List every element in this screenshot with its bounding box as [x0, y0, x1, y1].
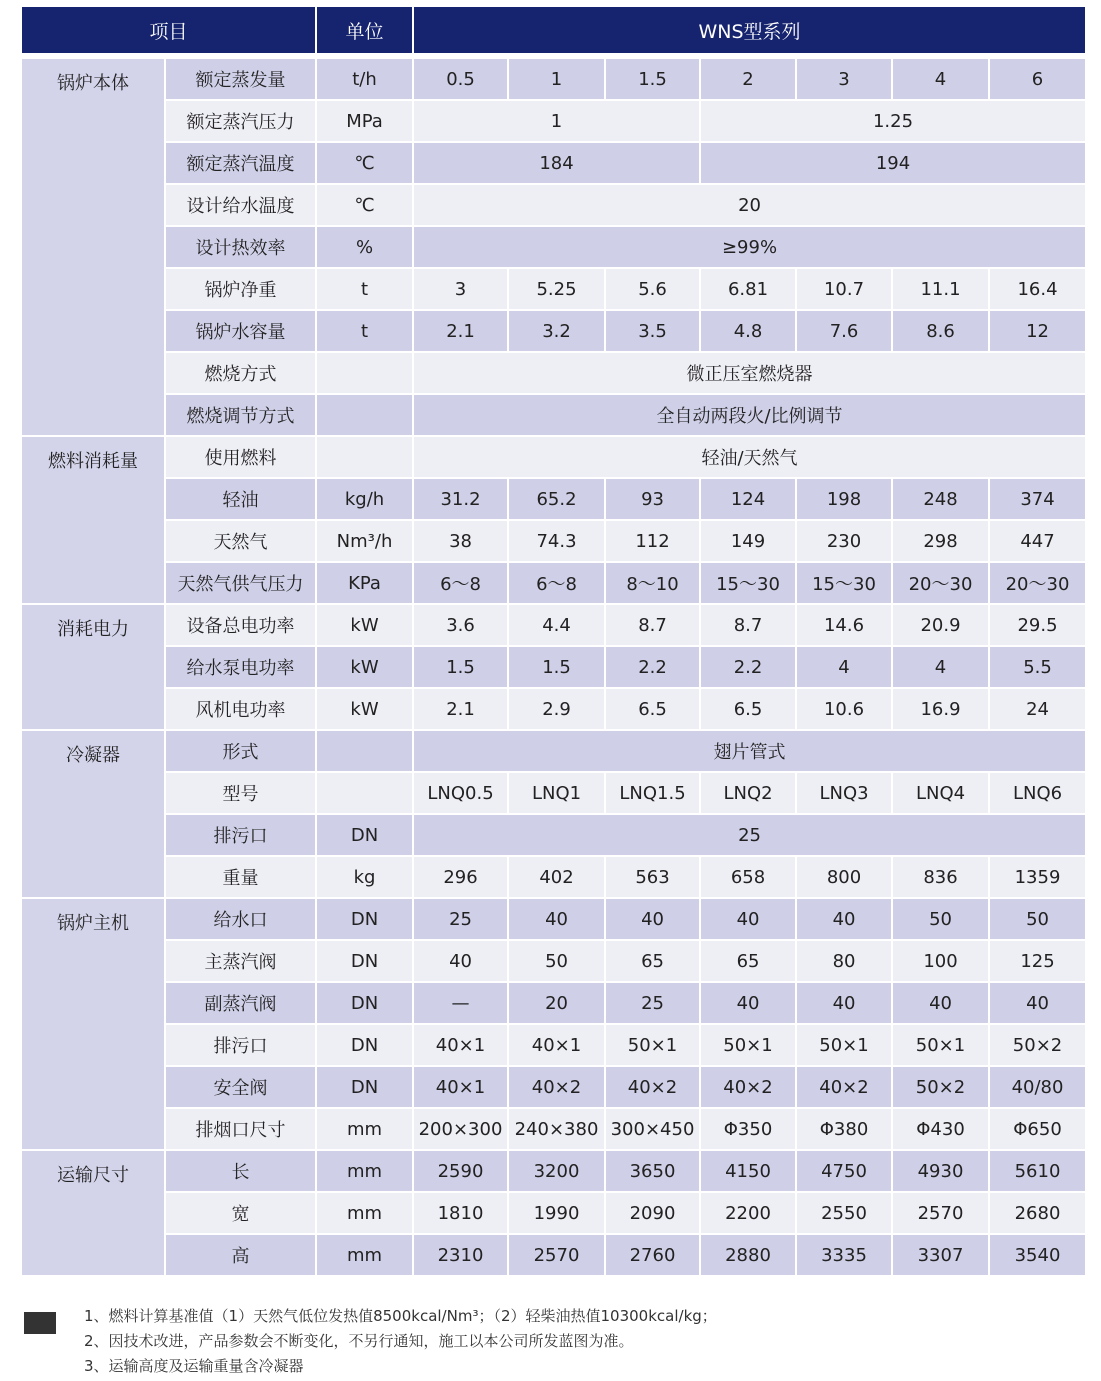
unit-cell: mm	[317, 1193, 414, 1235]
param-label: 轻油	[166, 479, 317, 521]
value-cell: 93	[606, 479, 701, 521]
table-row	[22, 647, 1085, 689]
value-cell: 10.6	[797, 689, 893, 731]
value-cell: 200×300	[414, 1109, 509, 1151]
value-cell: 2090	[606, 1193, 701, 1235]
unit-cell: Nm³/h	[317, 521, 414, 563]
unit-cell: t/h	[317, 59, 414, 101]
value-cell: 4750	[797, 1151, 893, 1193]
param-label: 排污口	[166, 1025, 317, 1067]
value-cell: 2200	[701, 1193, 797, 1235]
value-cell: 50×1	[893, 1025, 990, 1067]
value-cell: 全自动两段火/比例调节	[414, 395, 1085, 437]
value-cell: 40×1	[414, 1025, 509, 1067]
param-label: 设计热效率	[166, 227, 317, 269]
table-row	[22, 353, 1085, 395]
value-cell: 50×1	[606, 1025, 701, 1067]
unit-cell: kW	[317, 605, 414, 647]
value-cell: —	[414, 983, 509, 1025]
value-cell: 230	[797, 521, 893, 563]
value-cell: 2310	[414, 1235, 509, 1277]
value-cell: 40×2	[509, 1067, 606, 1109]
unit-cell: kg	[317, 857, 414, 899]
param-label: 宽	[166, 1193, 317, 1235]
value-cell: LNQ3	[797, 773, 893, 815]
value-cell: 3.6	[414, 605, 509, 647]
value-cell: Φ650	[990, 1109, 1085, 1151]
unit-cell: mm	[317, 1151, 414, 1193]
value-cell: Φ430	[893, 1109, 990, 1151]
value-cell: 翅片管式	[414, 731, 1085, 773]
value-cell: 3307	[893, 1235, 990, 1277]
param-label: 主蒸汽阀	[166, 941, 317, 983]
table-row	[22, 1235, 1085, 1277]
value-cell: 4	[893, 59, 990, 101]
table-row	[22, 101, 1085, 143]
param-label: 设计给水温度	[166, 185, 317, 227]
value-cell: 微正压室燃烧器	[414, 353, 1085, 395]
value-cell: 14.6	[797, 605, 893, 647]
unit-cell: mm	[317, 1235, 414, 1277]
param-label: 额定蒸汽温度	[166, 143, 317, 185]
unit-cell	[317, 731, 414, 773]
param-label: 燃烧方式	[166, 353, 317, 395]
value-cell: 0.5	[414, 59, 509, 101]
value-cell: 800	[797, 857, 893, 899]
group-label: 消耗电力	[22, 605, 166, 731]
value-cell: 50×2	[990, 1025, 1085, 1067]
table-row	[22, 1151, 1085, 1193]
value-cell: 50×2	[893, 1067, 990, 1109]
param-label: 锅炉水容量	[166, 311, 317, 353]
value-cell: 4930	[893, 1151, 990, 1193]
value-cell: 2.2	[701, 647, 797, 689]
header-series: WNS型系列	[414, 7, 1085, 59]
note-line: 2、因技术改进，产品参数会不断变化，不另行通知，施工以本公司所发蓝图为准。	[84, 1332, 634, 1350]
value-cell: 16.9	[893, 689, 990, 731]
table-row	[22, 521, 1085, 563]
value-cell: ≥99%	[414, 227, 1085, 269]
value-cell: 轻油/天然气	[414, 437, 1085, 479]
unit-cell	[317, 773, 414, 815]
unit-cell: t	[317, 269, 414, 311]
value-cell: 65	[701, 941, 797, 983]
table-row	[22, 983, 1085, 1025]
table-row	[22, 437, 1085, 479]
table-row	[22, 1109, 1085, 1151]
value-cell: 300×450	[606, 1109, 701, 1151]
value-cell: 15～30	[797, 563, 893, 605]
value-cell: 2550	[797, 1193, 893, 1235]
param-label: 给水泵电功率	[166, 647, 317, 689]
value-cell: 402	[509, 857, 606, 899]
group-label: 燃料消耗量	[22, 437, 166, 605]
param-label: 高	[166, 1235, 317, 1277]
value-cell: 836	[893, 857, 990, 899]
value-cell: 6.5	[701, 689, 797, 731]
unit-cell: DN	[317, 899, 414, 941]
value-cell: 3335	[797, 1235, 893, 1277]
param-label: 风机电功率	[166, 689, 317, 731]
value-cell: 3	[797, 59, 893, 101]
value-cell: 1	[509, 59, 606, 101]
value-cell: 25	[414, 815, 1085, 857]
table-row	[22, 857, 1085, 899]
value-cell: 50×1	[701, 1025, 797, 1067]
table-row	[22, 269, 1085, 311]
value-cell: 40×1	[509, 1025, 606, 1067]
value-cell: 658	[701, 857, 797, 899]
value-cell: 3.2	[509, 311, 606, 353]
value-cell: 40×1	[414, 1067, 509, 1109]
value-cell: 38	[414, 521, 509, 563]
unit-cell	[317, 395, 414, 437]
table-row	[22, 941, 1085, 983]
value-cell: 374	[990, 479, 1085, 521]
value-cell: 80	[797, 941, 893, 983]
value-cell: 8.7	[701, 605, 797, 647]
table-header	[22, 7, 1085, 59]
value-cell: 2.9	[509, 689, 606, 731]
unit-cell	[317, 353, 414, 395]
value-cell: 74.3	[509, 521, 606, 563]
param-label: 额定蒸汽压力	[166, 101, 317, 143]
value-cell: 6.5	[606, 689, 701, 731]
value-cell: 8.6	[893, 311, 990, 353]
value-cell: 40	[606, 899, 701, 941]
value-cell: 40×2	[797, 1067, 893, 1109]
value-cell: Φ380	[797, 1109, 893, 1151]
value-cell: 3.5	[606, 311, 701, 353]
value-cell: LNQ6	[990, 773, 1085, 815]
group-label: 运输尺寸	[22, 1151, 166, 1277]
unit-cell: DN	[317, 815, 414, 857]
param-label: 排烟口尺寸	[166, 1109, 317, 1151]
value-cell: 2	[701, 59, 797, 101]
value-cell: 2.1	[414, 689, 509, 731]
value-cell: 5.25	[509, 269, 606, 311]
value-cell: 40	[893, 983, 990, 1025]
table-row	[22, 227, 1085, 269]
param-label: 排污口	[166, 815, 317, 857]
unit-cell: DN	[317, 1067, 414, 1109]
value-cell: 1	[414, 101, 701, 143]
group-label: 锅炉主机	[22, 899, 166, 1151]
value-cell: 40	[701, 983, 797, 1025]
table-body	[22, 59, 1085, 1277]
value-cell: 40	[797, 899, 893, 941]
param-label: 使用燃料	[166, 437, 317, 479]
value-cell: 124	[701, 479, 797, 521]
value-cell: 15～30	[701, 563, 797, 605]
value-cell: 296	[414, 857, 509, 899]
value-cell: 4150	[701, 1151, 797, 1193]
value-cell: LNQ1.5	[606, 773, 701, 815]
value-cell: 4	[797, 647, 893, 689]
unit-cell: ℃	[317, 185, 414, 227]
table-row	[22, 1067, 1085, 1109]
unit-cell: kg/h	[317, 479, 414, 521]
value-cell: 50	[509, 941, 606, 983]
unit-cell: kW	[317, 689, 414, 731]
value-cell: 184	[414, 143, 701, 185]
table-row	[22, 1193, 1085, 1235]
value-cell: Φ350	[701, 1109, 797, 1151]
value-cell: 65	[606, 941, 701, 983]
value-cell: 563	[606, 857, 701, 899]
value-cell: 3540	[990, 1235, 1085, 1277]
value-cell: 40	[414, 941, 509, 983]
value-cell: 29.5	[990, 605, 1085, 647]
value-cell: 194	[701, 143, 1085, 185]
table-row	[22, 1025, 1085, 1067]
value-cell: 6.81	[701, 269, 797, 311]
unit-cell: mm	[317, 1109, 414, 1151]
value-cell: 2570	[509, 1235, 606, 1277]
value-cell: 298	[893, 521, 990, 563]
value-cell: 40	[990, 983, 1085, 1025]
value-cell: 2.1	[414, 311, 509, 353]
value-cell: 2880	[701, 1235, 797, 1277]
param-label: 给水口	[166, 899, 317, 941]
value-cell: 1359	[990, 857, 1085, 899]
value-cell: 40	[701, 899, 797, 941]
unit-cell: DN	[317, 983, 414, 1025]
value-cell: 20	[509, 983, 606, 1025]
unit-cell: ℃	[317, 143, 414, 185]
unit-cell: DN	[317, 1025, 414, 1067]
value-cell: 198	[797, 479, 893, 521]
note-marker-block	[24, 1312, 56, 1334]
table-row	[22, 311, 1085, 353]
unit-cell: %	[317, 227, 414, 269]
table-row	[22, 563, 1085, 605]
value-cell: LNQ2	[701, 773, 797, 815]
value-cell: 20～30	[990, 563, 1085, 605]
value-cell: 2.2	[606, 647, 701, 689]
value-cell: 6	[990, 59, 1085, 101]
value-cell: 6～8	[414, 563, 509, 605]
value-cell: 4.4	[509, 605, 606, 647]
unit-cell: t	[317, 311, 414, 353]
param-label: 重量	[166, 857, 317, 899]
param-label: 安全阀	[166, 1067, 317, 1109]
value-cell: 8～10	[606, 563, 701, 605]
value-cell: 240×380	[509, 1109, 606, 1151]
value-cell: 5610	[990, 1151, 1085, 1193]
table-row	[22, 185, 1085, 227]
value-cell: 447	[990, 521, 1085, 563]
table-row	[22, 689, 1085, 731]
spec-table	[22, 7, 1085, 1277]
value-cell: 20	[414, 185, 1085, 227]
param-label: 锅炉净重	[166, 269, 317, 311]
table-row	[22, 479, 1085, 521]
table-row	[22, 143, 1085, 185]
value-cell: 3	[414, 269, 509, 311]
note-line: 3、运输高度及运输重量含冷凝器	[84, 1357, 304, 1375]
value-cell: 1.5	[509, 647, 606, 689]
note-line: 1、燃料计算基准值（1）天然气低位发热值8500kcal/Nm³；（2）轻柴油热值10300kcal/kg；	[84, 1307, 717, 1325]
value-cell: 1.5	[606, 59, 701, 101]
value-cell: 40×2	[701, 1067, 797, 1109]
value-cell: 4	[893, 647, 990, 689]
value-cell: 4.8	[701, 311, 797, 353]
header-item: 项目	[22, 7, 317, 59]
table-row	[22, 815, 1085, 857]
value-cell: 16.4	[990, 269, 1085, 311]
value-cell: 100	[893, 941, 990, 983]
table-row	[22, 899, 1085, 941]
value-cell: 7.6	[797, 311, 893, 353]
value-cell: 40	[509, 899, 606, 941]
value-cell: 50×1	[797, 1025, 893, 1067]
unit-cell: KPa	[317, 563, 414, 605]
value-cell: 3200	[509, 1151, 606, 1193]
value-cell: 5.6	[606, 269, 701, 311]
param-label: 长	[166, 1151, 317, 1193]
value-cell: 65.2	[509, 479, 606, 521]
value-cell: 20.9	[893, 605, 990, 647]
value-cell: 10.7	[797, 269, 893, 311]
group-label: 冷凝器	[22, 731, 166, 899]
unit-cell: kW	[317, 647, 414, 689]
value-cell: 1.5	[414, 647, 509, 689]
value-cell: 5.5	[990, 647, 1085, 689]
value-cell: 11.1	[893, 269, 990, 311]
value-cell: 1.25	[701, 101, 1085, 143]
value-cell: 6～8	[509, 563, 606, 605]
value-cell: 2760	[606, 1235, 701, 1277]
param-label: 设备总电功率	[166, 605, 317, 647]
value-cell: 20～30	[893, 563, 990, 605]
value-cell: 12	[990, 311, 1085, 353]
value-cell: 2590	[414, 1151, 509, 1193]
value-cell: 112	[606, 521, 701, 563]
unit-cell	[317, 437, 414, 479]
unit-cell: MPa	[317, 101, 414, 143]
param-label: 天然气供气压力	[166, 563, 317, 605]
value-cell: 40	[797, 983, 893, 1025]
value-cell: 1810	[414, 1193, 509, 1235]
value-cell: 40×2	[606, 1067, 701, 1109]
value-cell: 149	[701, 521, 797, 563]
value-cell: LNQ0.5	[414, 773, 509, 815]
header-unit: 单位	[317, 7, 414, 59]
value-cell: 125	[990, 941, 1085, 983]
param-label: 天然气	[166, 521, 317, 563]
value-cell: 8.7	[606, 605, 701, 647]
table-row	[22, 59, 1085, 101]
group-label: 锅炉本体	[22, 59, 166, 437]
value-cell: 1990	[509, 1193, 606, 1235]
value-cell: 25	[606, 983, 701, 1025]
table-row	[22, 773, 1085, 815]
param-label: 副蒸汽阀	[166, 983, 317, 1025]
param-label: 额定蒸发量	[166, 59, 317, 101]
param-label: 燃烧调节方式	[166, 395, 317, 437]
table-row	[22, 731, 1085, 773]
param-label: 型号	[166, 773, 317, 815]
value-cell: 248	[893, 479, 990, 521]
value-cell: 25	[414, 899, 509, 941]
value-cell: 40/80	[990, 1067, 1085, 1109]
value-cell: 50	[990, 899, 1085, 941]
value-cell: 2570	[893, 1193, 990, 1235]
table-row	[22, 395, 1085, 437]
value-cell: 3650	[606, 1151, 701, 1193]
value-cell: 24	[990, 689, 1085, 731]
value-cell: 31.2	[414, 479, 509, 521]
value-cell: LNQ4	[893, 773, 990, 815]
unit-cell: DN	[317, 941, 414, 983]
value-cell: 50	[893, 899, 990, 941]
value-cell: 2680	[990, 1193, 1085, 1235]
value-cell: LNQ1	[509, 773, 606, 815]
table-row	[22, 605, 1085, 647]
param-label: 形式	[166, 731, 317, 773]
notes-list	[84, 1304, 717, 1379]
